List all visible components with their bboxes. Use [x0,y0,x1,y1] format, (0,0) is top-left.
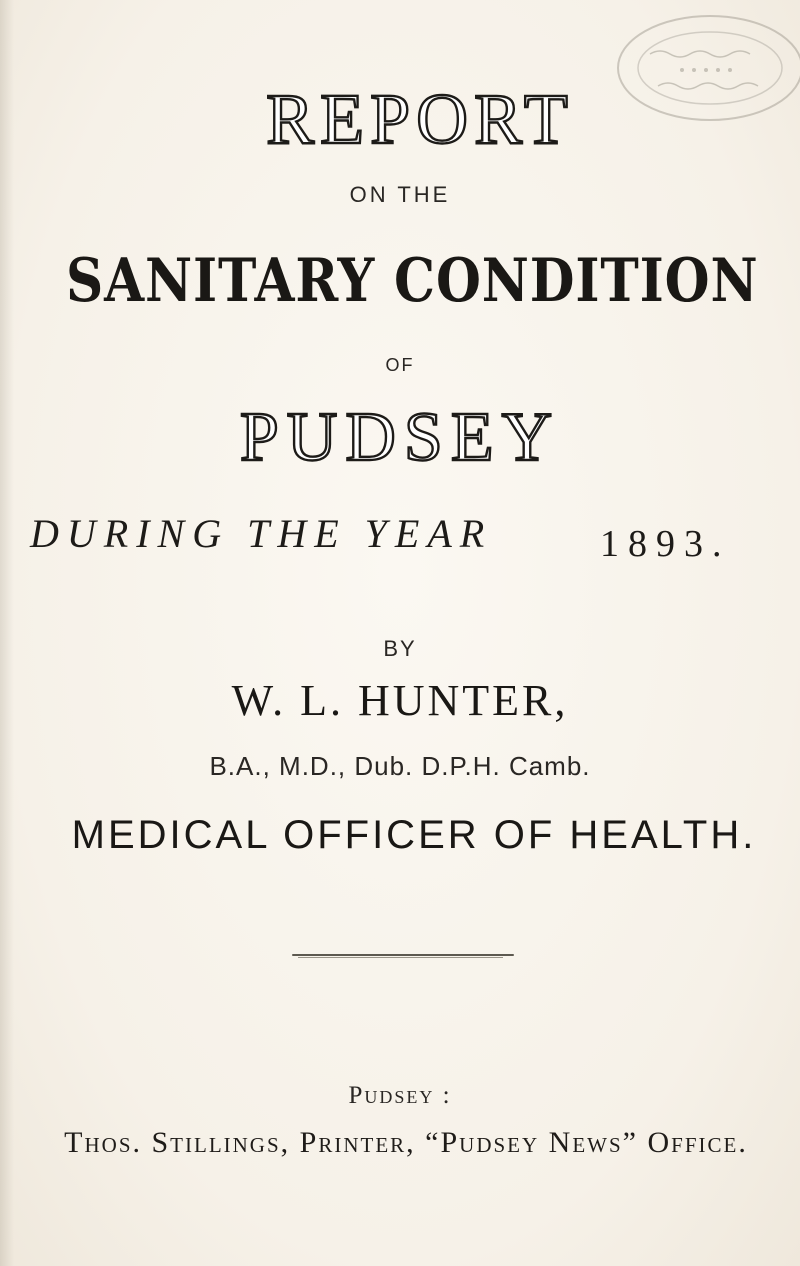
author-degrees: B.A., M.D., Dub. D.P.H. Camb. [209,751,591,781]
place-heading: PUDSEY [239,399,561,476]
during-label: DURING THE YEAR [30,511,493,556]
author-role: MEDICAL OFFICER OF HEALTH. [71,813,757,857]
during-year-line [30,510,790,565]
report-heading: REPORT [266,79,574,159]
year-label: 1893. [600,523,731,565]
on-the-label: ON THE [349,182,451,207]
subject-heading: SANITARY CONDITION [66,246,759,316]
author-name: W. L. HUNTER, [231,676,569,725]
divider-rule [292,954,514,956]
imprint-place: Pudsey : [348,1082,452,1109]
imprint-printer: Thos. Stillings, Printer, “Pudsey News” Office. [64,1126,748,1159]
of-label: OF [385,355,415,375]
by-label: BY [383,636,417,661]
